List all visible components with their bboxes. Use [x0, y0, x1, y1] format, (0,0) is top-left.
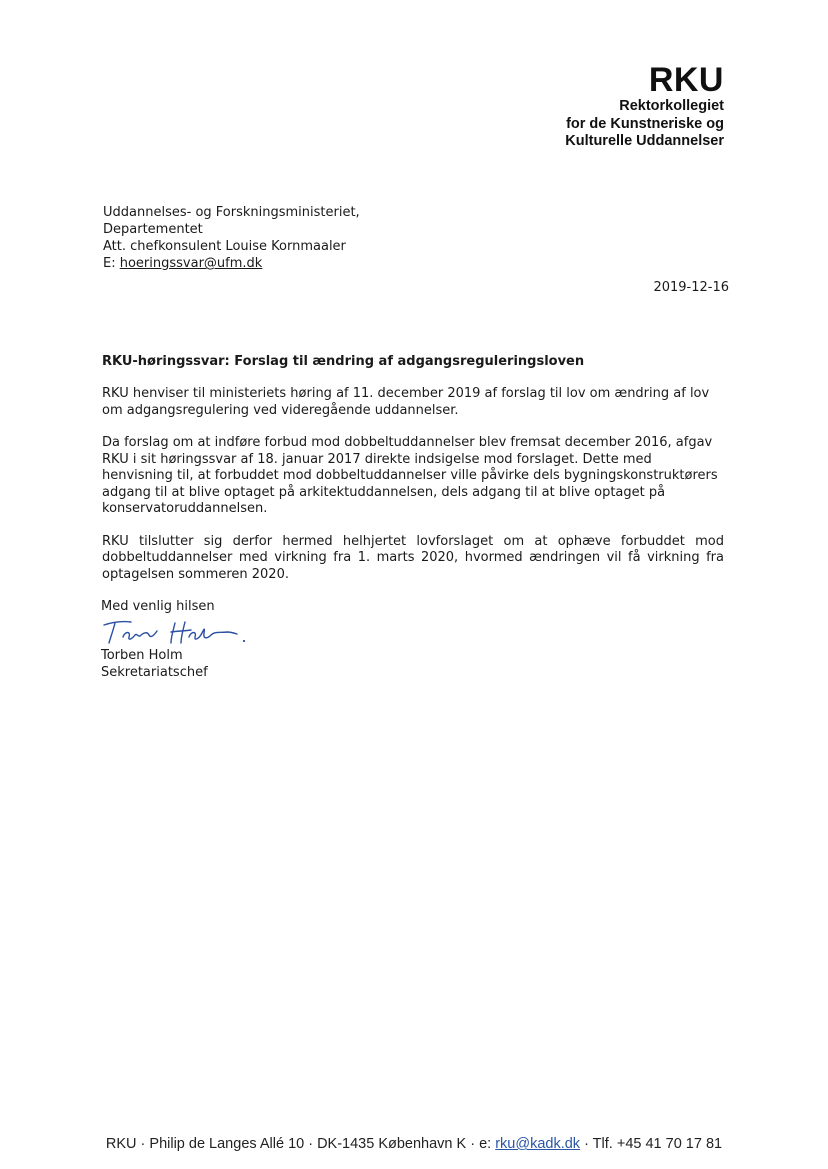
recipient-address [103, 204, 360, 272]
letter-body [102, 386, 724, 599]
footer-phone: · Tlf. +45 41 70 17 81 [580, 1136, 723, 1152]
rku-logo: RKU [648, 61, 724, 99]
footer-email-link[interactable]: rku@kadk.dk [495, 1136, 581, 1152]
recipient-line-1: Uddannelses- og Forskningsministeriet, [103, 205, 360, 220]
org-name-line-2: for de Kunstneriske og [566, 115, 724, 132]
body-paragraph-1: RKU henviser til ministeriets høring af 11. december 2019 af forslag til lov om ændring af lov om adgangsregulering ved videregående uddannelser. [102, 386, 710, 418]
closing-block [101, 598, 251, 681]
recipient-line-3: Att. chefkonsulent Louise Kornmaaler [103, 239, 346, 254]
body-paragraph-2: Da forslag om at indføre forbud mod dobbeltuddannelser blev fremsat december 2016, afgav RKU i sit høringssvar af 18. januar 2017 direkte indsigelse mod forslaget. Dette med henvisning til, at forbuddet mod dobbeltuddannelser ville påvirke dels bygningskonstruktørers adgang til at blive optaget på arkitektuddannelsen, dels adgang til at blive optaget på konservatoruddannelsen. [102, 435, 718, 516]
letterhead [565, 62, 724, 151]
footer-contact [0, 1136, 828, 1152]
body-paragraph-3: RKU tilslutter sig derfor hermed helhjertet lovforslaget om at ophæve forbuddet mod dobbeltuddannelser med virkning fra 1. marts 2020, hvormed ændringen vil få virkning fra optagelsen sommeren 2020. [102, 533, 724, 582]
recipient-email-prefix: E: [103, 256, 120, 271]
org-name-line-1: Rektorkollegiet [619, 98, 724, 114]
handwritten-signature [101, 617, 251, 647]
letter-date: 2019-12-16 [653, 280, 729, 295]
footer-address: RKU · Philip de Langes Allé 10 · DK-1435 København K · e: [105, 1136, 496, 1152]
closing-greeting: Med venlig hilsen [101, 599, 215, 614]
recipient-email-line [103, 255, 360, 272]
signer-title: Sekretariatschef [101, 665, 208, 680]
org-name-line-3: Kulturelle Uddannelser [565, 133, 724, 149]
signer-name: Torben Holm [101, 648, 183, 663]
recipient-line-2: Departementet [103, 222, 203, 237]
recipient-email-link[interactable]: hoeringssvar@ufm.dk [119, 256, 263, 271]
letter-subject: RKU-høringssvar: Forslag til ændring af adgangsreguleringsloven [102, 354, 585, 369]
